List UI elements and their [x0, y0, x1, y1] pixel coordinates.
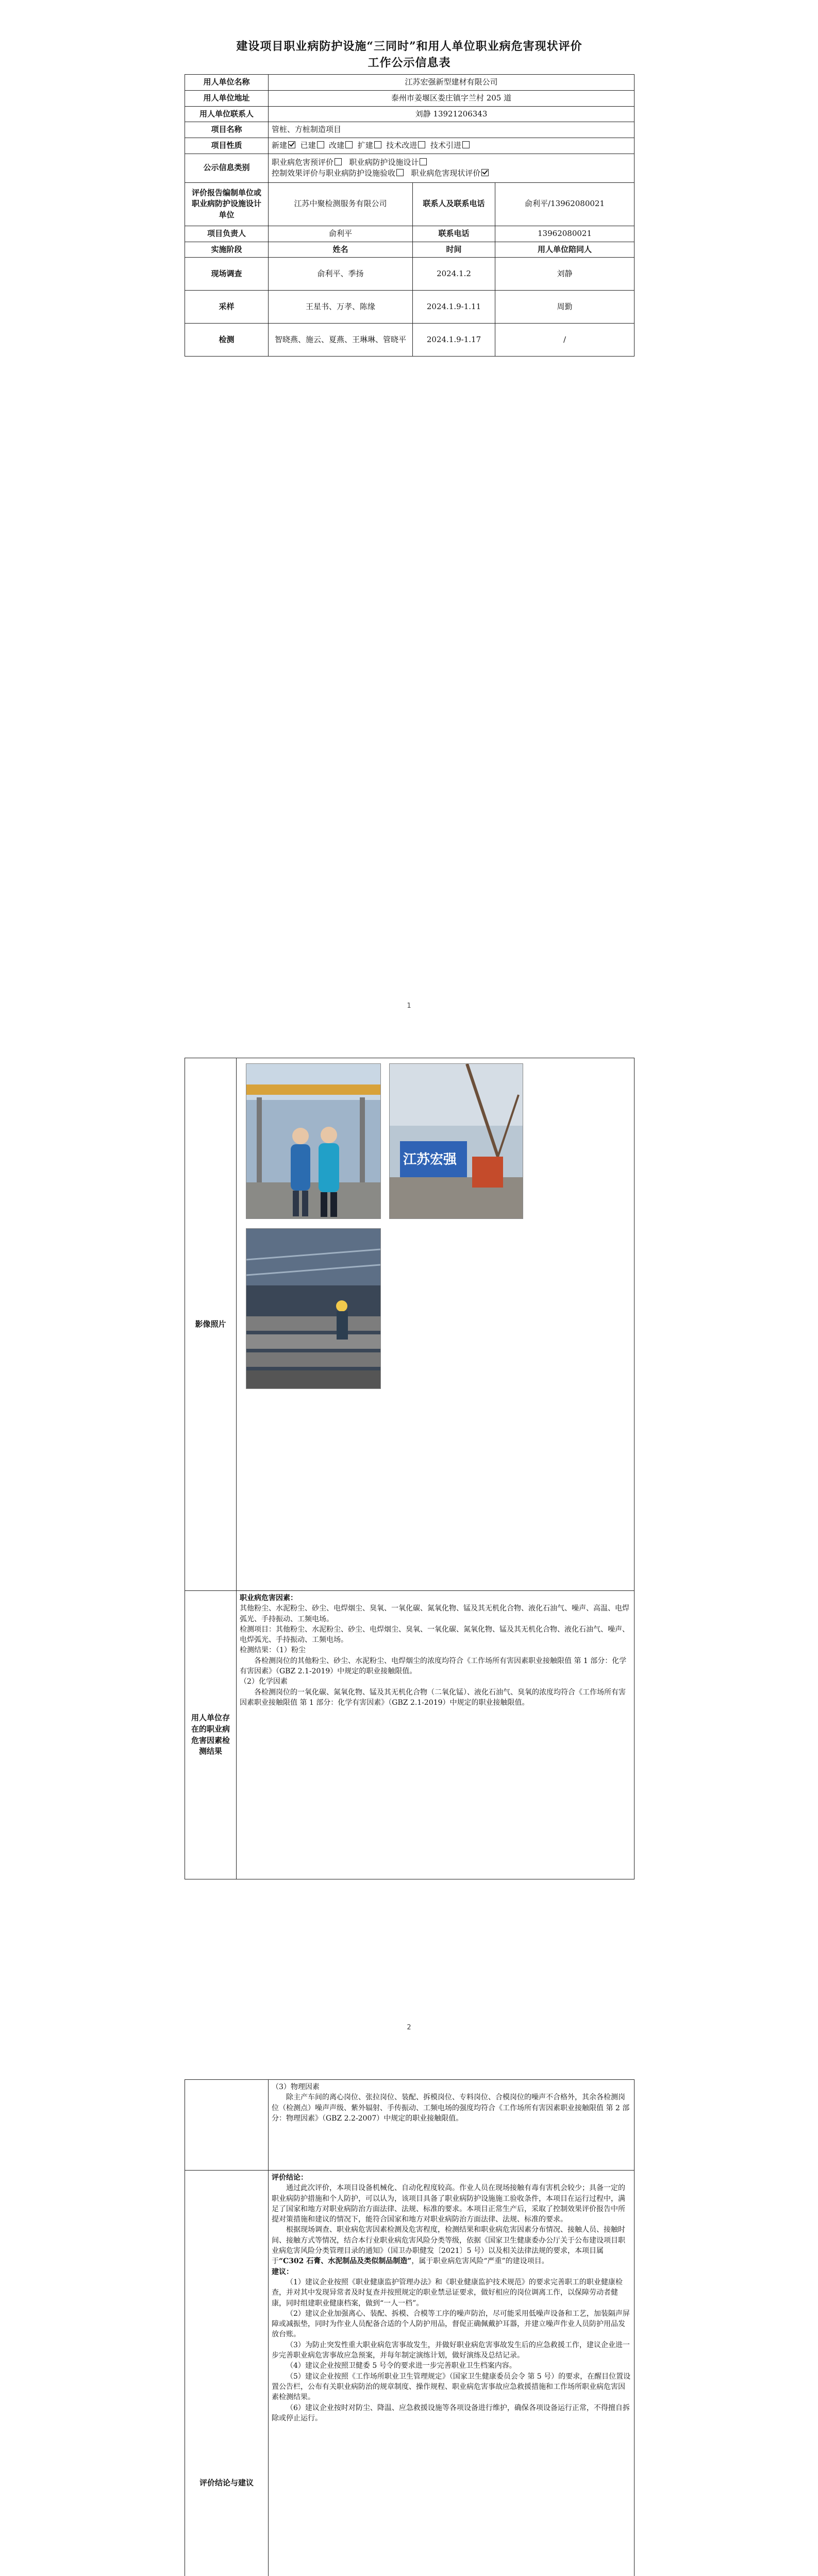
- option-existing: 已建: [301, 141, 324, 150]
- hazard-results-label: 用人单位存在的职业病危害因素检测结果: [185, 1591, 237, 1879]
- org-contact-label: 联系人及联系电话: [413, 182, 495, 226]
- suggestion-4: （4）建议企业按照卫健委 5 号令的要求进一步完善职业卫生档案内容。: [286, 2362, 516, 2370]
- table-row: 检测 智晓燕、施云、夏燕、王琳琳、管晓平 2024.1.9-1.17 /: [185, 324, 635, 357]
- checkbox-empty: [396, 169, 404, 176]
- hazards-result-dust: 各检测岗位的其他粉尘、砂尘、水泥粉尘、电焊烟尘的浓度均符合《工作场所有害因素职业接触限值 第 1 部分：化学有害因素》（GBZ 2.1-2019）中规定的职业接触限值。: [240, 1656, 627, 1676]
- checkbox-empty: [418, 141, 425, 148]
- physical-empty-label: [185, 2080, 269, 2171]
- project-name-label: 项目名称: [185, 122, 269, 138]
- hazards-result-chemical: 各检测岗位的一氧化碳、氮氧化物、锰及其无机化合物（二氧化锰）、液化石油气、臭氧的浓度均符合《工作场所有害因素职业接触限值 第 1 部分：化学有害因素》（GBZ 2.1-2019）中规定的职业接触限值。: [240, 1688, 626, 1707]
- workshop-photo: [246, 1228, 381, 1389]
- project-type-label: 项目性质: [185, 138, 269, 154]
- checkbox-checked: [481, 169, 489, 176]
- leader-phone-value: 13962080021: [495, 226, 635, 242]
- checkbox-empty: [374, 141, 381, 148]
- conclusion-content: [269, 2171, 635, 2576]
- table-row: 现场调查 俞利平、季扬 2024.1.2 刘静: [185, 258, 635, 291]
- page-3: [0, 2043, 818, 2576]
- checkbox-checked: [288, 141, 295, 148]
- suggestion-6: （6）建议企业按时对防尘、降温、应急救援设施等各项设备进行维护，确保各项设备运行正常，不得擅自拆除或停止运行。: [272, 2403, 630, 2422]
- conclusion-head: 评价结论：: [272, 2174, 308, 2182]
- option-tech-import: 技术引进: [430, 141, 470, 150]
- unit-address-value: 泰州市姜堰区娄庄镇字兰村 205 道: [269, 90, 635, 106]
- unit-name-value: 江苏宏强新型建材有限公司: [269, 75, 635, 91]
- worker-photo-1: [246, 1063, 381, 1219]
- org-value: 江苏中聚检测服务有限公司: [269, 182, 413, 226]
- form-title-line-2: 工作公示信息表: [368, 56, 451, 70]
- hazards-items: 检测项目：其他粉尘、水泥粉尘、砂尘、电焊烟尘、臭氧、一氧化碳、氮氧化物、锰及其无机化合物、液化石油气、噪声、电焊弧光、手持振动、工频电场。: [240, 1625, 629, 1645]
- physical-results-content: [269, 2080, 635, 2171]
- leader-phone-label: 联系电话: [413, 226, 495, 242]
- form-title-line-1: 建设项目职业病防护设施“三同时”和用人单位职业病危害现状评价: [236, 40, 582, 53]
- suggestion-1: （1）建议企业按照《职业健康监护管理办法》和《职业健康监护技术规范》的要求完善职工的职业健康检查，并对其中发现异常者及时复查并按照规定的职业禁忌证要求，做好相应的岗位调离工作，以保障劳动者健康，同时组建职业健康档案，做到“一人一档”。: [272, 2278, 623, 2308]
- hazards-result-dust-head: 检测结果：（1）粉尘: [240, 1646, 306, 1655]
- page-number: 1: [407, 1002, 411, 1010]
- photo-hazard-table: [185, 1058, 635, 1879]
- escort-header: 用人单位陪同人: [495, 242, 635, 258]
- hazards-title: 职业病危害因素：: [240, 1594, 297, 1602]
- unit-name-label: 用人单位名称: [185, 75, 269, 91]
- org-contact-value: 俞利平/13962080021: [495, 182, 635, 226]
- page-number: 2: [407, 2024, 411, 2031]
- name-header: 姓名: [269, 242, 413, 258]
- unit-address-label: 用人单位地址: [185, 90, 269, 106]
- leader-value: 俞利平: [269, 226, 413, 242]
- org-label: 评价报告编制单位或职业病防护设施设计单位: [185, 182, 269, 226]
- time-header: 时间: [413, 242, 495, 258]
- project-name-value: 管桩、方桩制造项目: [269, 122, 635, 138]
- stage-header: 实施阶段: [185, 242, 269, 258]
- option-tech-improve: 技术改进: [386, 141, 425, 150]
- publicity-type-options: 职业病危害预评价 职业病防护设施设计 控制效果评价与职业病防护设施验收 职业病危害现状评价: [269, 154, 635, 182]
- hazards-result-chemical-head: （2）化学因素: [240, 1677, 288, 1686]
- checkbox-empty: [462, 141, 470, 148]
- leader-label: 项目负责人: [185, 226, 269, 242]
- option-rebuild: 改建: [329, 141, 353, 150]
- checkbox-empty: [345, 141, 353, 148]
- page-1: [0, 0, 818, 1022]
- hazards-list: 其他粉尘、水泥粉尘、砂尘、电焊烟尘、臭氧、一氧化碳、氮氧化物、锰及其无机化合物、液化石油气、噪声、高温、电焊弧光、手持振动、工频电场。: [240, 1604, 629, 1623]
- checkbox-empty: [317, 141, 324, 148]
- option-expand: 扩建: [358, 141, 381, 150]
- conclusion-label: 评价结论与建议: [185, 2171, 269, 2576]
- conclusion-p1: 通过此次评价，本项目设备机械化、自动化程度较高。作业人员在现场接触有毒有害机会较少；具备一定的职业病防护措施和个人防护，可以认为，该项目具备了职业病防护设施施工验收条件，本项目在运行过程中，满足了国家和地方对职业病防治方面法律、法规、标准的要求。本项目正常生产后，采取了控制效果评价报告中所提对策措施和建议的情况下，能符合国家和地方对职业病防治方面法律、法规、标准的要求。: [272, 2184, 625, 2224]
- checkbox-empty: [420, 158, 427, 165]
- hazard-results-content: [237, 1591, 635, 1879]
- info-table: [185, 74, 635, 357]
- option-new: 新建: [272, 141, 295, 150]
- photos-label: 影像照片: [185, 1058, 237, 1591]
- conclusion-p2: 根据现场调查、职业病危害因素检测及危害程度，检测结果和职业病危害因素分布情况、接触人员、接触时间、接触方式等情况，结合本行业职业病危害风险分类等级，依据《国家卫生健康委办公厅关于公布建设项目职业病危害风险分类管理目录的通知》（国卫办职健发〔2021〕5 号）以及相关法律法规的要求，本项目属于“C302 石膏、水泥制品及类似制品制造”，属于职业病危害风险“严重”的建设项目。: [272, 2226, 625, 2266]
- worker-photo-2: [389, 1063, 523, 1219]
- checkbox-empty: [335, 158, 342, 165]
- table-row: 采样 王星书、万孝、陈缘 2024.1.9-1.11 周勤: [185, 291, 635, 324]
- publicity-type-label: 公示信息类别: [185, 154, 269, 182]
- suggestion-head: 建议：: [272, 2267, 293, 2276]
- photos-cell: [237, 1058, 635, 1591]
- physical-head: （3）物理因素: [272, 2083, 320, 2091]
- factory-sign-text: 江苏宏强: [403, 1152, 457, 1167]
- conclusion-table: [185, 2079, 635, 2576]
- page-2: [0, 1022, 818, 2043]
- physical-text: 除主产车间的离心岗位、张拉岗位、装配、拆模岗位、专料岗位、合模岗位的噪声不合格外，其余各检测岗位（检测点）噪声声级、紫外辐射、手传振动、工频电场的强度均符合《工作场所有害因素职业接触限值 第 2 部分：物理因素》（GBZ 2.2-2007）中规定的职业接触限值。: [272, 2093, 630, 2123]
- unit-contact-value: 刘静 13921206343: [269, 106, 635, 122]
- project-type-options: [269, 138, 635, 154]
- suggestion-5: （5）建议企业按照《工作场所职业卫生管理规定》（国家卫生健康委员会令 第 5 号）的要求，在醒目位置设置公告栏，公布有关职业病防治的规章制度、操作规程、职业病危害事故应急救援措施和工作场所职业病危害因素检测结果。: [272, 2372, 631, 2402]
- suggestion-2: （2）建议企业加强离心、装配、拆模、合模等工序的噪声防治，尽可能采用低噪声设备和工艺，加装隔声屏障或减振垫，同时为作业人员配备合适的个人防护用品，督促正确佩戴护耳器，并建立噪声作业人员防护用品发放台账。: [272, 2309, 630, 2339]
- unit-contact-label: 用人单位联系人: [185, 106, 269, 122]
- suggestion-3: （3）为防止突发性重大职业病危害事故发生，并做好职业病危害事故发生后的应急救援工作，建议企业进一步完善职业病危害事故应急预案，并每年制定演练计划，做好演练及总结记录。: [272, 2341, 630, 2360]
